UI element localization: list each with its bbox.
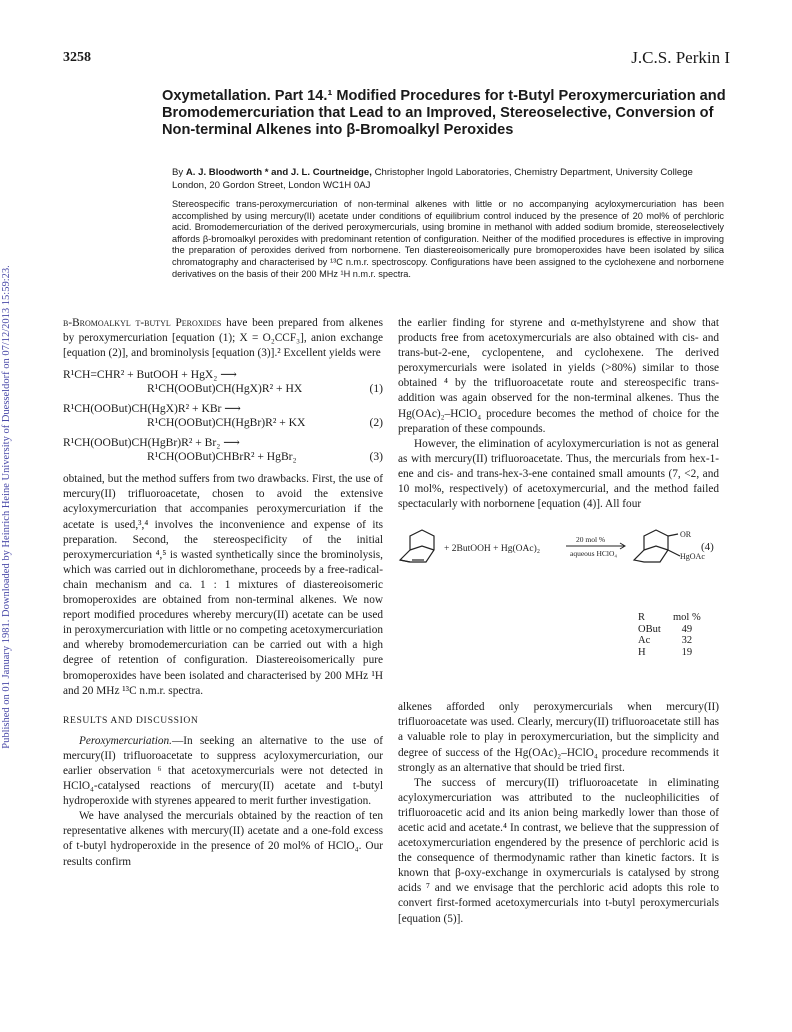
product-structure <box>634 530 680 562</box>
left-column <box>63 316 383 870</box>
author-names: A. J. Bloodworth * and J. L. Courtneidge, <box>185 167 372 178</box>
paragraph-drawbacks: obtained, but the method suffers from two drawbacks. First, the use of mercury(II) trifluoroacetate, chosen to avoid the extensive acyloxymercuriation that accompanies peroxymercuriation if the acetate is used,³,⁴ involves the inconvenience and expense of its preparation. Second, the stereospecificity of the initial peroxymercuriation ⁴,⁵ is wasted synthetically since the brominolysis, which was carried out in dichloromethane, proceeds by a free-radical-chain mechanism and ca. 1 : 1 mixtures of diastereoisomeric bromoperoxides are obtained from non-terminal alkenes. We now report modified procedures whereby mercury(II) acetate can be used in peroxymercuriation with little or no competing acetoxymercuriation and whereby bromodemercuriation can be carried out with a high degree of retention of configuration. Diastereoisomerically pure bromoperoxides have been isolated and characterised by 200 MHz ¹H and 20 MHz ¹³C n.m.r. spectra. <box>63 473 383 697</box>
table-cell-mol: 49 <box>681 623 693 635</box>
eq3-number: (3) <box>369 450 383 464</box>
paragraph-however: However, the elimination of acyloxymercuriation is not as general as with mercury(II) trifluoroacetate. Thus, the mercurials from hex-1-ene and cis- and trans-hex-3-ene contained small amounts (7, <2, and 10 mol%, respectively) of acetoxymercurial, and the method failed spectacularly with norbornene [equation (4)]. All four <box>398 437 719 511</box>
scheme-reagents: + 2ButOOH + Hg(OAc)₂ <box>444 544 541 555</box>
table-cell-r: Ac <box>638 635 651 647</box>
intro-paragraph <box>63 316 383 361</box>
table-header-r: R <box>638 612 646 624</box>
table-cell-mol: 32 <box>681 635 693 647</box>
eq2-line-a: R¹CH(OOBut)CH(HgX)R² + KBr ⟶ <box>63 402 241 416</box>
product-hg-label: HgOAc <box>680 552 705 562</box>
table-row <box>638 624 707 636</box>
eq3-line-b <box>63 450 383 464</box>
equations <box>63 368 383 464</box>
eq3-line-a: R¹CH(OOBut)CH(HgBr)R² + Br₂ ⟶ <box>63 436 240 450</box>
reaction-scheme-svg <box>398 526 719 596</box>
eq2-line-b <box>63 416 383 430</box>
product-or-label: OR <box>680 530 692 540</box>
table-cell-r: H <box>638 646 646 658</box>
paragraph-confirm: the earlier finding for styrene and α-methylstyrene and show that products free from acetoxymercurials are also obtained with cis- and trans-but-2-ene, cyclopentene, and cyclohexene. The derived peroxymercurials were isolated in yields (>80%) similar to those obtained ⁴ by the trifluoroacetate route and stereospecific trans-addition was again observed for the non-terminal alkenes. Thus the Hg(OAc)₂–HClO₄ procedure becomes the method of choice for the preparation of these compounds. <box>398 317 719 435</box>
paragraph-peroxymercuriation <box>63 734 383 809</box>
right-column <box>398 316 719 927</box>
subsection-lead: Peroxymercuriation. <box>79 734 172 747</box>
table-cell-mol: 19 <box>681 646 693 658</box>
norbornene-structure <box>400 530 434 562</box>
eq2-product: R¹CH(OOBut)CH(HgBr)R² + KX <box>147 416 306 430</box>
abstract: Stereospecific trans-peroxymercuriation of non-terminal alkenes with little or no accompanying acyloxymercuriation has been accomplished by using mercury(II) acetate under conditions of equilibrium control induced by the presence of 20 mol% of perchloric acid. Bromodemercuriation of the derived peroxymercurials, using bromine in methanol with added sodium bromide, stereoselectively affords β-bromoalkyl peroxides with predominant retention of configuration. Neither of the modified procedures is effective in improving the preparation of peroxides derived from norbornene. Ten diastereoisomerically pure bromoperoxides have been isolated by silica chromatography and characterised by ¹³C n.m.r. spectroscopy. Configurations have been assigned to the cyclohexene and norbornene derivatives on the basis of their 200 MHz ¹H n.m.r. spectra. <box>172 199 724 279</box>
journal-name: J.C.S. Perkin I <box>631 48 730 67</box>
article-title: Oxymetallation. Part 14.¹ Modified Procedures for t-Butyl Peroxymercuriation and Bromodemercuriation that Lead to an Improved, Stereoselective, Conversion of Non-terminal Alkenes into β-Bromoalkyl Peroxides <box>162 88 726 138</box>
scheme-conditions-bottom: aqueous HClO₄ <box>570 549 617 559</box>
eq2-number: (2) <box>369 416 383 430</box>
paragraph-success: The success of mercury(II) trifluoroacetate in eliminating acyloxymercuriation was attributed to the nucleophilicities of trifluoroacetic acid and its anion being markedly lower than those of acetic acid and acetate.⁴ In contrast, we believe that the suppression of acetoxymercuriation engendered by the presence of perchloric acid is the consequence of thermodynamic rather than kinetic factors. It is known that β-oxy-exchange in oxymercurials is catalysed by strong acids ⁷ and we envisage that the perchloric acid adopts this role to convert first-formed acetoxymercurials into t-butyl peroxymercurials [equation (5)]. <box>398 776 719 925</box>
table-row <box>638 647 707 659</box>
download-notice: Published on 01 January 1981. Downloaded by Heinrich Heine University of Duesseldorf on 07/12/2013 15:59:23. <box>1 265 12 749</box>
table-cell-r: OBut <box>638 623 661 635</box>
affiliation: Christopher Ingold Laboratories, Chemistry Department, University College London, 20 Gordon Street, London WC1H 0AJ <box>172 167 693 191</box>
intro-lead: β-Bromoalkyl t-butyl Peroxides <box>63 317 222 329</box>
authors-block <box>172 167 724 192</box>
equation-4-number: (4) <box>701 541 714 554</box>
eq3-product: R¹CH(OOBut)CHBrR² + HgBr₂ <box>147 450 297 464</box>
table-row <box>638 635 707 647</box>
section-heading: RESULTS AND DISCUSSION <box>63 714 199 726</box>
page-number: 3258 <box>63 50 91 65</box>
scheme-norbornene <box>398 512 719 700</box>
subsection-text: —In seeking an alternative to the use of mercury(II) trifluoroacetate to suppress acyloxymercuriation, our earlier observation ⁶ that acetoxymercurials were not detected in HClO₄-catalysed reactions of mercury(II) acetate and t-butyl hydroperoxide with styrenes appeared to merit further investigation. <box>63 734 383 808</box>
eq1-line-a: R¹CH=CHR² + ButOOH + HgX₂ ⟶ <box>63 368 237 382</box>
product-table <box>638 612 707 658</box>
paragraph-analysis: We have analysed the mercurials obtained by the reaction of ten representative alkenes with mercury(II) acetate and a one-fold excess of t-butyl hydroperoxide in the presence of 20 mol% of HClO₄. Our results confirm <box>63 810 383 868</box>
by-label: By <box>172 167 184 178</box>
eq1-number: (1) <box>369 382 383 396</box>
eq1-line-b <box>63 382 383 396</box>
paragraph-alkenes-afforded: alkenes afforded only peroxymercurials when mercury(II) trifluoroacetate was used. Clearly, mercury(II) trifluoroacetate still has a valuable role to play in peroxymercuriation, but the simplicity and degree of success of the Hg(OAc)₂–HClO₄ procedure recommends it strongly as an alternative that should be tried first. <box>398 701 719 774</box>
intro-text: have been prepared from alkenes by peroxymercuriation [equation (1); X = O₂CCF₃], anion exchange [equation (2)], and brominolysis [equation (3)].² Excellent yields were <box>63 317 384 360</box>
table-header-row <box>638 612 707 624</box>
table-header-mol: mol % <box>673 612 701 624</box>
scheme-conditions-top: 20 mol % <box>576 535 606 545</box>
eq1-product: R¹CH(OOBut)CH(HgX)R² + HX <box>147 382 303 396</box>
